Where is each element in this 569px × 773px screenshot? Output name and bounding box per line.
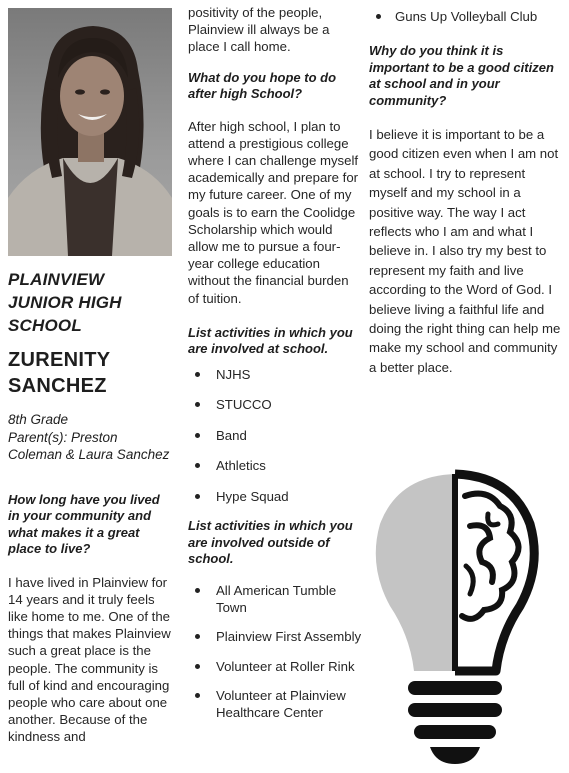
- student-name: ZURENITY SANCHEZ: [8, 349, 111, 397]
- question-future: What do you hope to do after high School?: [188, 69, 337, 102]
- question-community: How long have you lived in your community and what makes it a great place to live?: [8, 491, 160, 556]
- list-item: Athletics: [188, 457, 362, 474]
- lightbulb-brain-icon: [370, 466, 540, 773]
- profile-column: [8, 0, 174, 746]
- student-portrait-photo: [8, 8, 172, 256]
- middle-column: [188, 0, 362, 734]
- student-meta: [8, 411, 174, 464]
- grade-level: 8th Grade: [8, 412, 69, 427]
- list-item: Volunteer at Plainview Healthcare Center: [188, 687, 362, 721]
- parents-names: Parent(s): Preston Coleman & Laura Sanchez: [8, 429, 170, 462]
- list-item: Guns Up Volleyball Club: [369, 8, 564, 25]
- list-item: Hype Squad: [188, 488, 362, 505]
- answer-future: After high school, I plan to attend a prestigious college where I can challenge myself academically and prepare for my future career. One of my goals is to earn the Coolidge Scholarship which would allow me to pursue a four-year college education without the financial burden of tuition.: [188, 118, 359, 306]
- question-activities-school: List activities in which you are involved at school.: [188, 324, 353, 357]
- answer-community-part2: positivity of the people, Plainview ill always be a place I call home.: [188, 5, 330, 55]
- question-citizen: Why do you think it is important to be a good citizen at school and in your community?: [369, 43, 554, 108]
- list-item: All American Tumble Town: [188, 582, 362, 616]
- right-column: [369, 0, 564, 377]
- list-item: Band: [188, 427, 362, 444]
- activities-outside-list: [188, 582, 362, 722]
- list-item: Volunteer at Roller Rink: [188, 658, 362, 675]
- activities-outside-list-continued: [369, 8, 564, 25]
- question-activities-outside: List activities in which you are involved outside of school.: [188, 518, 353, 567]
- answer-community-part1: I have lived in Plainview for 14 years and it truly feels like home to me. One of the things that makes Plainview such a great place is the people. The community is full of kind and encouraging people who care about one another. Because of the kindness and: [8, 574, 171, 745]
- answer-citizen: I believe it is important to be a good citizen even when I am not at school. I try to represent myself and my school in a positive way. The way I act reflects who I am and what I believe in. I also try my best to represent my faith and live according to the Word of God. I believe living a faithful life and doing the right thing can help me make my school and community a better place.: [369, 127, 561, 375]
- school-name: PLAINVIEW JUNIOR HIGH SCHOOL: [8, 270, 122, 335]
- list-item: STUCCO: [188, 396, 362, 413]
- list-item: NJHS: [188, 366, 362, 383]
- list-item: Plainview First Assembly: [188, 628, 362, 645]
- activities-school-list: [188, 366, 362, 505]
